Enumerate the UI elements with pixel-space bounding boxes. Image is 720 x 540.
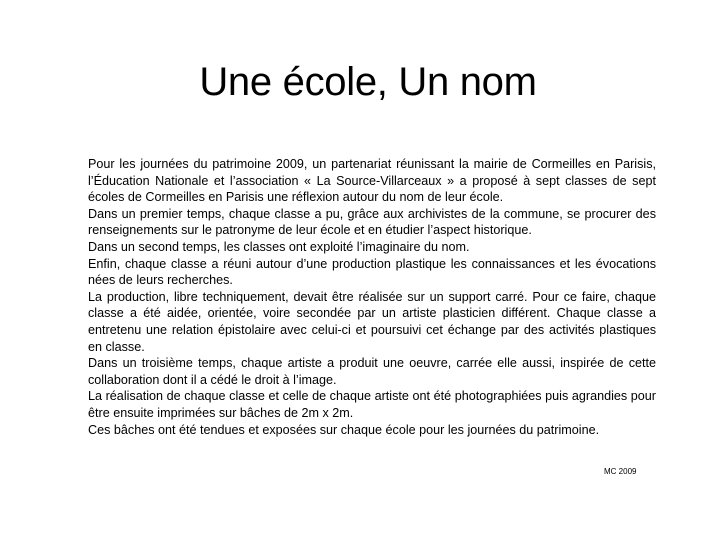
slide-title: Une école, Un nom [199, 60, 537, 104]
paragraph-intro: Pour les journées du patrimoine 2009, un partenariat réunissant la mairie de Cormeilles en Parisis, l’Éducation Nationale et l’association « La Source-Villarceaux » a proposé à sept classes de sept écoles de Cormeilles en Parisis une réflexion autour du nom de leur école. [88, 157, 656, 205]
paragraph-first-step: Dans un premier temps, chaque classe a pu, grâce aux archivistes de la commune, se procurer des renseignements sur le patronyme de leur école et en étudier l’aspect historique. [88, 206, 656, 238]
body-text [88, 156, 656, 438]
paragraph-production: La production, libre techniquement, devait être réalisée sur un support carré. Pour ce faire, chaque classe a été aidée, orientée, voire secondée par un artiste plasticien différent. Chaque classe a entretenu une relation épistolaire avec celui-ci et poursuivi cet échange par des activités plastiques en classe. [88, 289, 656, 354]
signature: MC 2009 [604, 467, 637, 476]
paragraph-photographs: La réalisation de chaque classe et celle de chaque artiste ont été photographiées puis agrandies pour être ensuite imprimées sur bâches de 2m x 2m. [88, 389, 656, 420]
paragraph-third-step: Dans un troisième temps, chaque artiste a produit une oeuvre, carrée elle aussi, inspirée de cette collaboration dont il a cédé le droit à l’image. [88, 356, 656, 387]
paragraph-tarpaulins: Ces bâches ont été tendues et exposées sur chaque école pour les journées du patrimoine. [88, 422, 600, 437]
paragraph-finally: Enfin, chaque classe a réuni autour d’une production plastique les connaissances et les évocations nées de leurs recherches. [88, 256, 656, 288]
paragraph-second-step: Dans un second temps, les classes ont exploité l’imaginaire du nom. [88, 239, 470, 254]
